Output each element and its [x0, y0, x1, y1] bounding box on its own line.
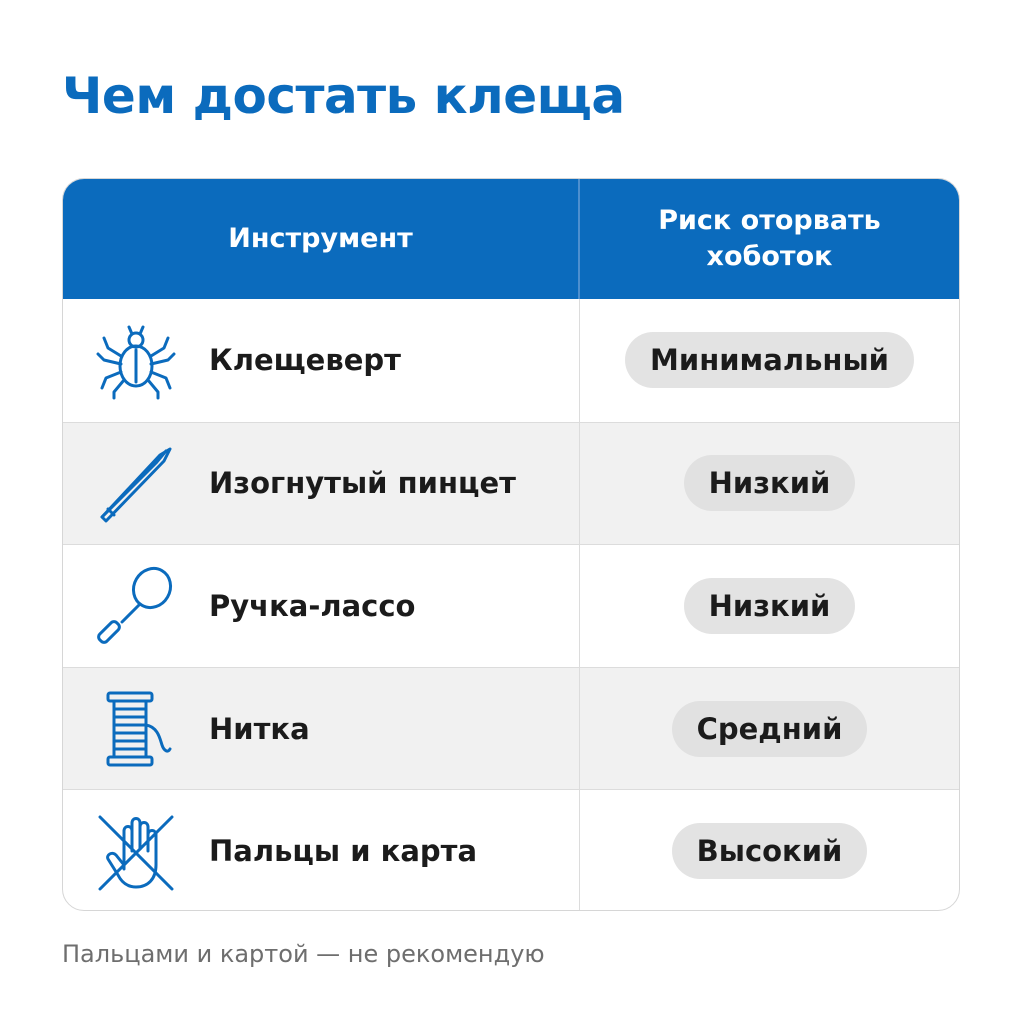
risk-cell	[580, 545, 959, 667]
footnote: Пальцами и картой — не рекомендую	[62, 940, 545, 968]
tool-cell	[63, 790, 580, 911]
tool-cell	[63, 423, 580, 545]
tool-name: Изогнутый пинцет	[209, 466, 516, 501]
header-tool: Инструмент	[63, 179, 580, 299]
tool-name: Клещеверт	[209, 343, 401, 378]
tool-cell	[63, 299, 580, 422]
risk-cell	[580, 299, 959, 422]
risk-cell	[580, 790, 959, 911]
risk-badge: Средний	[672, 701, 868, 757]
table-header	[63, 179, 959, 299]
page-title: Чем достать клеща	[62, 67, 625, 125]
tool-name: Ручка-лассо	[209, 588, 416, 623]
table-row	[63, 789, 959, 911]
tool-cell	[63, 668, 580, 790]
risk-cell	[580, 423, 959, 545]
risk-badge: Низкий	[684, 455, 856, 511]
risk-badge: Низкий	[684, 578, 856, 634]
tweezers-icon	[93, 440, 179, 526]
table-row	[63, 422, 959, 545]
risk-cell	[580, 668, 959, 790]
header-risk: Риск оторвать хоботок	[658, 205, 881, 272]
crossed-hand-icon	[93, 808, 179, 894]
table-row	[63, 544, 959, 667]
table-body	[63, 299, 959, 911]
comparison-table	[62, 178, 960, 911]
thread-spool-icon	[93, 686, 179, 772]
tick-icon	[93, 317, 179, 403]
tool-name: Пальцы и карта	[209, 834, 478, 869]
risk-badge: Высокий	[672, 823, 868, 879]
table-row	[63, 667, 959, 790]
tool-cell	[63, 545, 580, 667]
risk-badge: Минимальный	[625, 332, 914, 388]
tool-name: Нитка	[209, 711, 310, 746]
lasso-handle-icon	[93, 563, 179, 649]
table-row	[63, 299, 959, 422]
